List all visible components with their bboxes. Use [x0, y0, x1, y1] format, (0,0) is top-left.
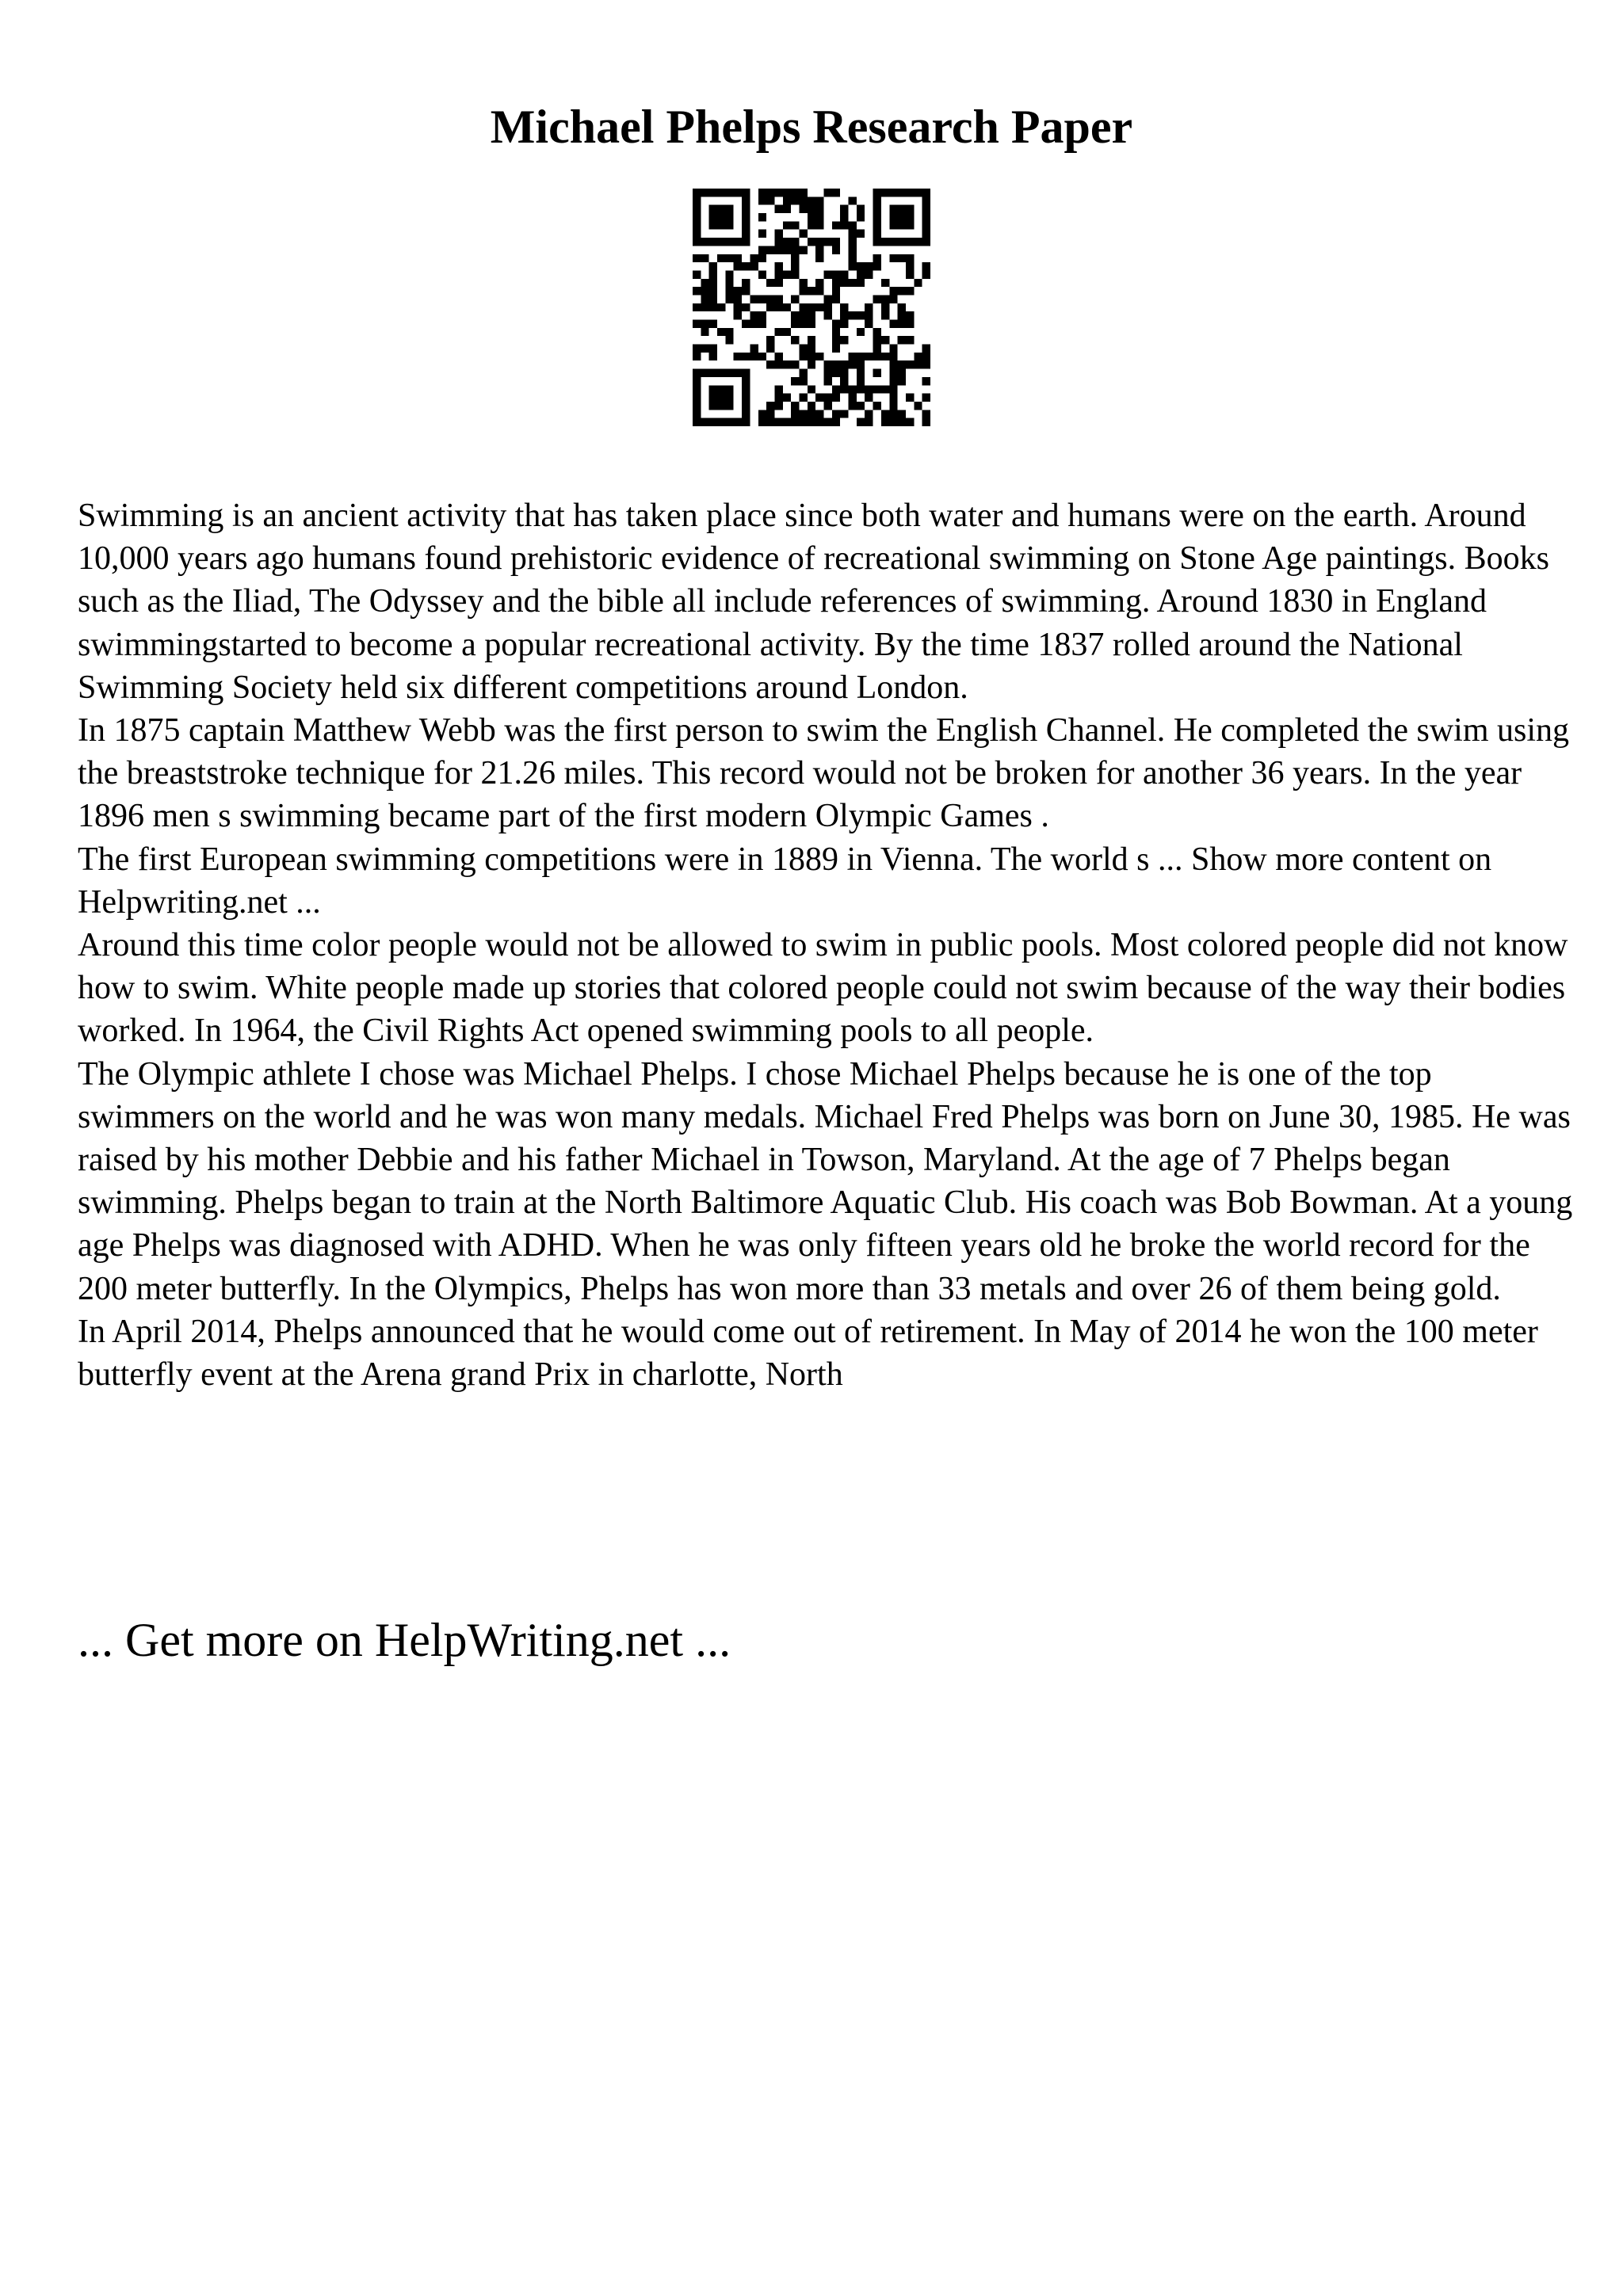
- paragraph-retirement: In April 2014, Phelps announced that he would come out of retirement. In May of 2014 he won the 100 meter butterfly event at the Arena grand Prix in charlotte, North: [78, 1313, 1538, 1394]
- article-body: [78, 494, 1575, 1396]
- page-title: Michael Phelps Research Paper: [490, 101, 1133, 153]
- paragraph-history: Swimming is an ancient activity that has taken place since both water and humans were on the earth. Around 10,000 years ago humans found prehistoric evidence of recreational swimming on Stone Age paintings. Books such as the Iliad, The Odyssey and the bible all include references of swimming. Around 1830 in England swimmingstarted to become a popular recreational activity. By the time 1837 rolled around the National Swimming Society held six different competitions around London.: [78, 498, 1549, 706]
- paragraph-civil-rights: Around this time color people would not be allowed to swim in public pools. Most colored people did not know how to swim. White people made up stories that colored people could not swim because of the way their bodies worked. In 1964, the Civil Rights Act opened swimming pools to all people.: [78, 927, 1568, 1050]
- paragraph-channel: In 1875 captain Matthew Webb was the first person to swim the English Channel. He completed the swim using the breaststroke technique for 21.26 miles. This record would not be broken for another 36 years. In the year 1896 men s swimming became part of the first modern Olympic Games .: [78, 712, 1570, 835]
- get-more-link[interactable]: ... Get more on HelpWriting.net ...: [78, 1614, 731, 1666]
- qr-code-icon: [693, 189, 930, 426]
- paragraph-phelps-bio: The Olympic athlete I chose was Michael Phelps. I chose Michael Phelps because he is one of the top swimmers on the world and he was won many medals. Michael Fred Phelps was born on June 30, 1985. He was raised by his mother Debbie and his father Michael in Towson, Maryland. At the age of 7 Phelps began swimming. Phelps began to train at the North Baltimore Aquatic Club. His coach was Bob Bowman. At a young age Phelps was diagnosed with ADHD. When he was only fifteen years old he broke the world record for the 200 meter butterfly. In the Olympics, Phelps has won more than 33 metals and over 26 of them being gold.: [78, 1055, 1573, 1307]
- paragraph-european-competitions: The first European swimming competitions were in 1889 in Vienna. The world s ... Show more content on Helpwriting.net ...: [78, 841, 1492, 921]
